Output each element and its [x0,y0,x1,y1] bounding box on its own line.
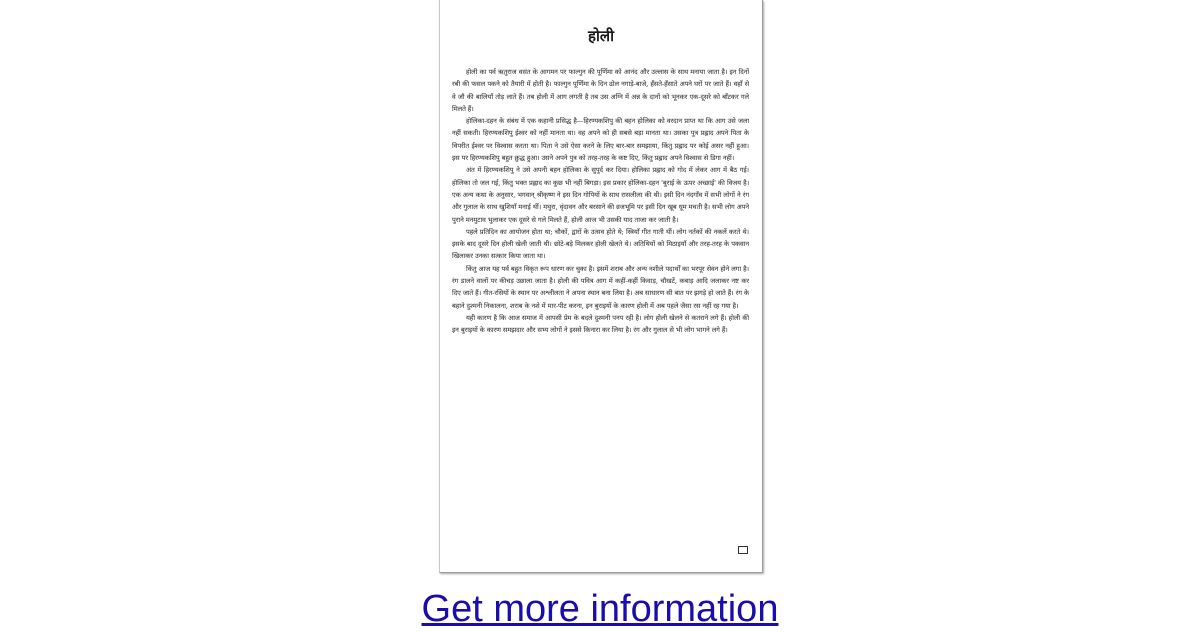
document-title: होली [588,27,614,45]
document-paragraph: पहले प्रतिदिन का आयोजन होता था; चौकों, द्वारों के उत्सव होते थे; स्त्रियाँ गीत गाती थीं। लोग नर्तकों की नकलें करते थे। इसके बाद दूसरे दिन होली खेली जाती थी। छोटे-बड़े मिलकर होली खेलते थे। अतिथियों को मिठाइयाँ और तरह-तरह के पकवान खिलाकर उनका सत्कार किया जाता था। [452,227,749,261]
document-paragraph: अंत में हिरण्यकशिपु ने उसे अपनी बहन होलिका के सुपुर्द कर दिया। होलिका प्रह्लाद को गोद में लेकर आग में बैठ गई। होलिका तो जल गई, किंतु भक्त प्रह्लाद का कुछ भी नहीं बिगड़ा। इस प्रकार होलिका-दहन 'बुराई के ऊपर अच्छाई' की विजय है। एक अन्य कथा के अनुसार, भगवान् श्रीकृष्ण ने इस दिन गोपियों के साथ रासलीला की थी। इसी दिन नंदगाँव में सभी लोगों ने रंग और गुलाल के साथ खुशियाँ मनाई थीं। मथुरा, वृंदावन और बरसाने की व्रजभूमि पर इसी दिन खूब धूम मचती है। सभी लोग अपने पुराने मनमुटाव भुलाकर एक दूसरे से गले मिलते हैं, होली आज भी उसकी याद ताजा कर जाती है। [452,166,749,224]
document-paragraph: होलिका-दहन के संबंध में एक कहानी प्रसिद्ध है—हिरण्यकशिपु की बहन होलिका को वरदान प्राप्त था कि आग उसे जला नहीं सकती। हिरण्यकशिपु ईश्वर को नहीं मानता था। वह अपने को ही सबसे बड़ा मानता था। उसका पुत्र प्रह्लाद अपने पिता के विपरीत ईश्वर पर विश्वास करता था। पिता ने उसे ऐसा करने के लिए बार-बार समझाया, किंतु प्रह्लाद पर कोई असर नहीं हुआ। इस पर हिरण्यकशिपु बहुत क्रुद्ध हुआ। उसने अपने पुत्र को तरह-तरह के कष्ट दिए, किंतु प्रह्लाद अपने विश्वास से डिगा नहीं। [452,117,749,163]
document-page-image [439,0,763,573]
document-paragraph: किंतु आज यह पर्व बहुत विकृत रूप धारण कर चुका है। इसमें शराब और अन्य नशीले पदार्थों का भरपूर सेवन होने लगा है। रंग डालने वालों पर कीचड़ उछाला जाता है। होली की पवित्र आग में कहीं-कहीं किवाड़, चौखटें, कबाड़ आदि जलाकर नष्ट कर दिए जाते हैं। गीत-रसियों के स्थान पर अश्लीलता ने अपना स्थान बना लिया है। अब साधारण सी बात पर झगड़े हो जाते हैं। रंग के बहाने दुश्मनी निकालना, शराब के नशे में मार-पीट करना, इन बुराइयों के कारण होली में अब पहले जैसा रस नहीं रह गया है। [452,264,749,310]
get-more-information-link[interactable]: Get more information [421,588,779,630]
end-of-text-box-icon [738,546,748,554]
document-body [452,66,749,556]
document-paragraph: यही कारण है कि आज समाज में आपसी प्रेम के बदले दुश्मनी पनप रही है। लोग होली खेलने से कतराने लगे हैं। होली की इन बुराइयों के कारण समझदार और सभ्य लोगों ने इससे किनारा कर लिया है। रंग और गुलाल से भी लोग भागने लगे हैं। [452,313,749,335]
document-paragraph: होली का पर्व ऋतुराज वसंत के आगमन पर फाल्गुन की पूर्णिमा को आनंद और उल्लास के साथ मनाया जाता है। इन दिनों रबी की फसल पकने को तैयारी में होती है। फाल्गुन पूर्णिमा के दिन ढोल नगाड़े-बाजे, हँसते-हँसाते अपने घरों पर जाते हैं। वहाँ से वे जौ की बालियाँ तोड़ लाते हैं। तब होली में आग लगती है तब उस अग्नि में अन्न के दानों को भूनकर एक-दूसरे को बाँटकर गले मिलते हैं। [452,68,749,113]
